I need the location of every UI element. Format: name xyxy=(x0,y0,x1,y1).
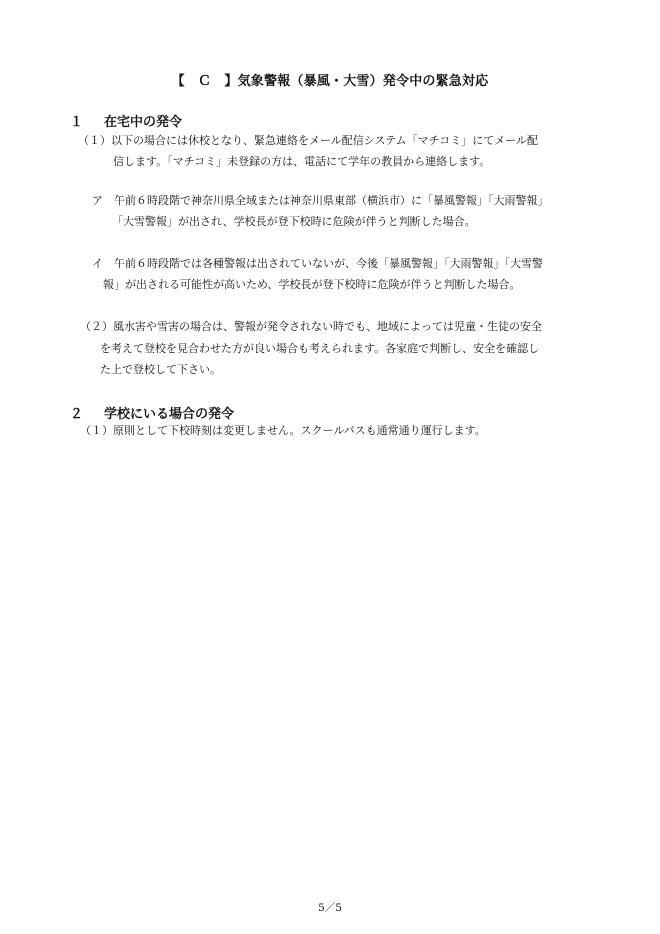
paragraph-line: （１）原則として下校時刻は変更しません。スクールバスも通常通り運行します。 xyxy=(80,424,486,437)
paragraph-line: た上で登校して下さい。 xyxy=(100,363,221,376)
paragraph-line: （１）以下の場合には休校となり、緊急連絡をメール配信システム「マチコミ」にてメール配 xyxy=(78,134,539,147)
section-title: 在宅中の発令 xyxy=(104,115,183,130)
section-number: ２ xyxy=(70,407,84,422)
paragraph-line: 信します。「マチコミ」未登録の方は、電話にて学年の教員から連絡します。 xyxy=(113,155,491,168)
section-title: 学校にいる場合の発令 xyxy=(104,407,235,422)
section-heading-1 xyxy=(70,111,182,130)
paragraph-line: 報」が出される可能性が高いため、学校長が登下校時に危険が伴うと判断した場合。 xyxy=(103,278,521,291)
paragraph-line: 「大雪警報」が出され、学校長が登下校時に危険が伴うと判断した場合。 xyxy=(112,215,476,228)
document-title: 【 Ｃ 】気象警報（暴風・大雪）発令中の緊急対応 xyxy=(171,74,489,89)
section-heading-2 xyxy=(70,403,234,422)
paragraph-line: イ 午前６時段階では各種警報は出されていないが、今後「暴風警報」「大雨警報」「大雪警 xyxy=(92,257,543,270)
section-number: １ xyxy=(70,115,84,130)
paragraph-line: ア 午前６時段階で神奈川県全域または神奈川県東部（横浜市）に「暴風警報」「大雨警報」 xyxy=(92,194,549,207)
paragraph-line: （２）風水害や雪害の場合は、警報が発令されない時でも、地域によっては児童・生徒の安全 xyxy=(80,320,542,333)
paragraph-line: を考えて登校を見合わせた方が良い場合も考えられます。各家庭で判断し、安全を確認し xyxy=(100,342,540,355)
page-number: 5／5 xyxy=(318,902,342,914)
